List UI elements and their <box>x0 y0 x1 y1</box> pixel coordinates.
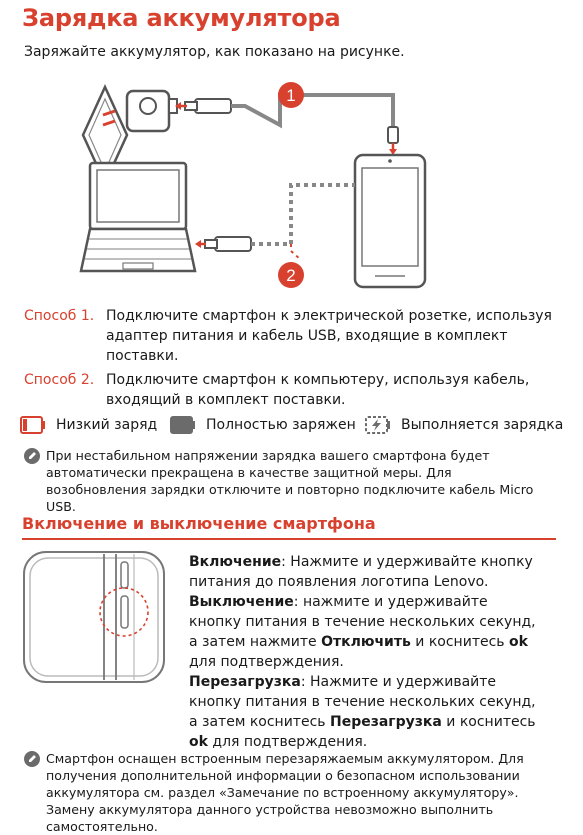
battery-low-icon <box>20 416 46 434</box>
reboot-paragraph <box>189 672 539 752</box>
section-title: Включение и выключение смартфона <box>22 514 376 533</box>
power-on-label: Включение <box>189 554 282 570</box>
power-off-text: : нажмите и удерживайте кнопку питания в течение нескольких секунд, а затем нажмите <box>189 594 536 650</box>
power-adapter-icon <box>127 91 177 131</box>
legend-full-label: Полностью заряжен <box>206 417 356 433</box>
laptop-icon <box>81 163 195 271</box>
note-battery <box>24 750 554 835</box>
legend-charging <box>365 416 563 434</box>
reboot-bold: Перезагрузка <box>329 714 442 730</box>
method-2-label: Способ 2. <box>24 372 95 388</box>
power-off-text-2: и коснитесь <box>410 634 509 650</box>
section-divider <box>22 538 556 540</box>
reboot-text-2: и коснитесь <box>441 714 536 730</box>
usb-plug-laptop-icon <box>195 237 251 251</box>
reboot-text-3: для подтверждения. <box>207 734 368 750</box>
power-off-text-3: для подтверждения. <box>189 654 344 670</box>
battery-legend <box>20 416 565 438</box>
svg-text:2: 2 <box>286 266 296 285</box>
step-1-badge <box>278 82 304 108</box>
method-1-text: Подключите смартфон к электрической розетке, используя адаптер питания и кабель USB, входящие в комплект поставки. <box>106 308 552 364</box>
battery-full-icon <box>170 416 196 434</box>
reboot-ok: ok <box>189 734 208 750</box>
legend-charging-label: Выполняется зарядка <box>401 417 564 433</box>
battery-charging-icon <box>365 416 391 434</box>
power-off-bold: Отключить <box>321 634 411 650</box>
power-on-paragraph <box>189 552 539 592</box>
reboot-label: Перезагрузка <box>189 674 301 690</box>
note-battery-text: Смартфон оснащен встроенным перезаряжаемым аккумулятором. Для получения дополнительной информации о безопасном использовании аккумулятора см. раздел «Замечание по встроенному аккумулятору». Замену аккумулятора данного устройства невозможно выполнить самостоятельно. <box>46 751 524 834</box>
intro-text: Заряжайте аккумулятор, как показано на рисунке. <box>24 44 405 60</box>
usb-plug-icon <box>175 99 231 113</box>
power-instructions <box>189 552 539 752</box>
power-off-label: Выключение <box>189 594 294 610</box>
method-2 <box>24 370 554 410</box>
power-off-ok: ok <box>508 634 528 650</box>
method-2-text: Подключите смартфон к компьютеру, используя кабель, входящий в комплект поставки. <box>106 372 530 408</box>
note-voltage-text: При нестабильном напряжении зарядка вашего смартфона будет автоматически прекращена в качестве защитной меры. Для возобновления зарядки отключите и повторно подключите кабель Micro USB. <box>46 448 534 514</box>
pencil-note-icon <box>24 751 40 767</box>
pencil-note-icon <box>24 448 40 464</box>
reboot-text: : Нажмите и удерживайте кнопку питания в течение нескольких секунд, а затем коснитесь <box>189 674 536 730</box>
legend-low <box>20 416 157 434</box>
section-power <box>22 514 556 540</box>
page-title: Зарядка аккумулятора <box>22 4 341 32</box>
smartphone-icon <box>355 155 425 287</box>
legend-full <box>170 416 356 434</box>
power-off-paragraph <box>189 592 539 672</box>
method-1 <box>24 306 554 366</box>
charging-diagram <box>75 75 435 290</box>
svg-text:1: 1 <box>286 86 296 105</box>
method-1-label: Способ 1. <box>24 308 95 324</box>
step-2-badge <box>278 262 304 288</box>
phone-side-illustration <box>22 550 172 690</box>
note-voltage <box>24 447 554 515</box>
legend-low-label: Низкий заряд <box>56 417 158 433</box>
power-on-text: : Нажмите и удерживайте кнопку питания до появления логотипа Lenovo. <box>189 554 533 590</box>
